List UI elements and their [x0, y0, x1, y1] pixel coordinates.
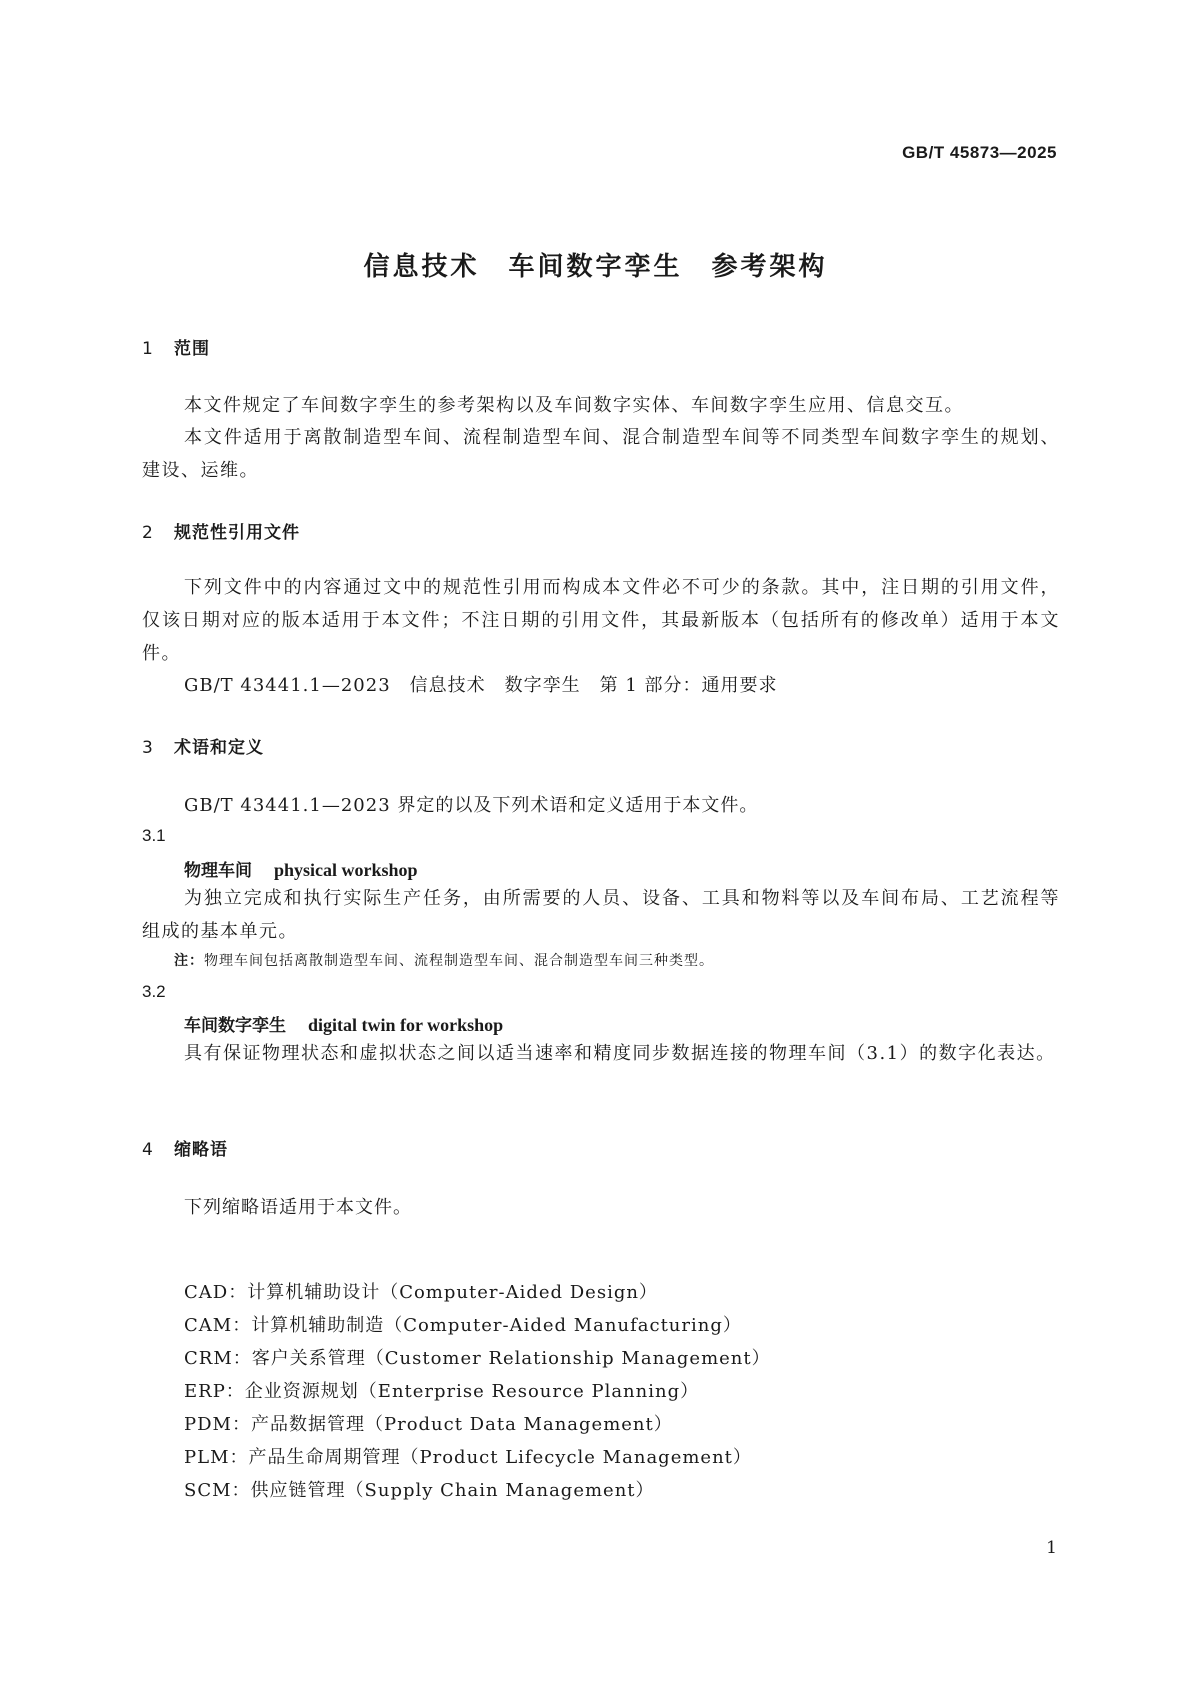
list-item: CAD：计算机辅助设计（Computer-Aided Design）: [184, 1282, 658, 1303]
term-3-1-number: 3.1: [142, 826, 166, 845]
term-3-2-definition: 具有保证物理状态和虚拟状态之间以适当速率和精度同步数据连接的物理车间（3.1）的数字化表达。: [184, 1043, 1056, 1064]
term-3-1-definition: 为独立完成和执行实际生产任务，由所需要的人员、设备、工具和物料等以及车间布局、工艺流程等组成的基本单元。: [142, 888, 1060, 942]
term-3-2-english: digital twin for workshop: [308, 1015, 504, 1035]
section-3-intro: GB/T 43441.1—2023 界定的以及下列术语和定义适用于本文件。: [184, 795, 759, 816]
list-item: PDM：产品数据管理（Product Data Management）: [184, 1414, 673, 1435]
document-title: 信息技术 车间数字孪生 参考架构: [363, 252, 828, 282]
abbreviation-list: [184, 1276, 771, 1507]
standard-code: GB/T 45873—2025: [902, 143, 1057, 162]
section-2-title: 规范性引用文件: [174, 523, 300, 543]
section-4-title: 缩略语: [174, 1140, 228, 1160]
section-1-paragraph-1: 本文件规定了车间数字孪生的参考架构以及车间数字实体、车间数字孪生应用、信息交互。: [184, 395, 964, 416]
normative-reference: GB/T 43441.1—2023 信息技术 数字孪生 第 1 部分：通用要求: [184, 675, 778, 696]
section-3-number: 3: [142, 738, 154, 758]
term-3-2-number: 3.2: [142, 982, 166, 1001]
list-item: CRM：客户关系管理（Customer Relationship Management）: [184, 1348, 771, 1369]
section-1-paragraph-2: 本文件适用于离散制造型车间、流程制造型车间、混合制造型车间等不同类型车间数字孪生的规划、建设、运维。: [142, 427, 1060, 481]
section-2-heading: [142, 518, 300, 543]
section-3-title: 术语和定义: [174, 738, 264, 758]
term-3-2-chinese: 车间数字孪生: [184, 1016, 286, 1036]
term-3-2-heading: [184, 1011, 503, 1036]
list-item: CAM：计算机辅助制造（Computer-Aided Manufacturing）: [184, 1315, 742, 1336]
list-item: PLM：产品生命周期管理（Product Lifecycle Management）: [184, 1447, 752, 1468]
section-3-heading: [142, 733, 264, 758]
section-1-number: 1: [142, 339, 154, 359]
page-number: 1: [1046, 1538, 1057, 1558]
section-2-paragraph: 下列文件中的内容通过文中的规范性引用而构成本文件必不可少的条款。其中，注日期的引用文件，仅该日期对应的版本适用于本文件；不注日期的引用文件，其最新版本（包括所有的修改单）适用于本文件。: [142, 577, 1060, 664]
term-3-1-heading: [184, 856, 418, 881]
note-text: 物理车间包括离散制造型车间、流程制造型车间、混合制造型车间三种类型。: [204, 953, 714, 969]
list-item: SCM：供应链管理（Supply Chain Management）: [184, 1480, 655, 1501]
section-2-number: 2: [142, 523, 154, 543]
section-1-title: 范围: [174, 339, 210, 359]
note-label: 注：: [174, 953, 204, 969]
list-item: ERP：企业资源规划（Enterprise Resource Planning）: [184, 1381, 700, 1402]
section-4-heading: [142, 1135, 228, 1160]
section-4-intro: 下列缩略语适用于本文件。: [184, 1197, 412, 1218]
section-1-heading: [142, 334, 210, 359]
term-3-1-chinese: 物理车间: [184, 861, 252, 881]
term-3-1-note: [174, 950, 714, 970]
term-3-1-english: physical workshop: [274, 860, 418, 880]
section-4-number: 4: [142, 1140, 154, 1160]
